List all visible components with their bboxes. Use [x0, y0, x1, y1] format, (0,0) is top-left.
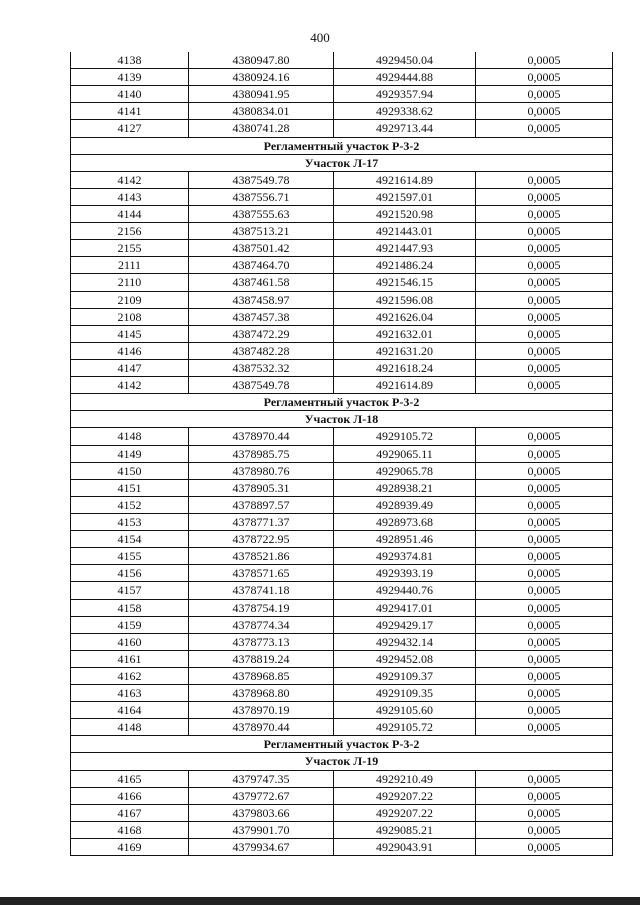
- coord-y: 4928939.49: [333, 497, 475, 513]
- coord-y: 4921626.04: [333, 309, 475, 325]
- coord-y: 4921447.93: [333, 240, 475, 256]
- table-row: [70, 719, 612, 736]
- point-number: 4163: [70, 685, 188, 701]
- accuracy-value: 0,0005: [475, 788, 612, 804]
- coord-x: 4387549.78: [188, 377, 333, 393]
- coord-y: 4929338.62: [333, 103, 475, 119]
- point-number: 4151: [70, 480, 188, 496]
- coord-x: 4378741.18: [188, 582, 333, 598]
- coord-y: 4929432.14: [333, 634, 475, 650]
- point-number: 2110: [70, 274, 188, 290]
- point-number: 4149: [70, 446, 188, 462]
- coord-x: 4387555.63: [188, 206, 333, 222]
- accuracy-value: 0,0005: [475, 719, 612, 735]
- accuracy-value: 0,0005: [475, 309, 612, 325]
- coord-y: 4929450.04: [333, 52, 475, 68]
- table-row: [70, 497, 612, 514]
- accuracy-value: 0,0005: [475, 103, 612, 119]
- coord-x: 4378968.80: [188, 685, 333, 701]
- scan-edge: [0, 897, 640, 905]
- table-row: [70, 428, 612, 445]
- coord-y: 4921443.01: [333, 223, 475, 239]
- coord-x: 4378571.65: [188, 565, 333, 581]
- point-number: 4143: [70, 189, 188, 205]
- table-row: [70, 531, 612, 548]
- section-heading-row: [70, 155, 612, 172]
- coord-x: 4387457.38: [188, 309, 333, 325]
- point-number: 4144: [70, 206, 188, 222]
- coord-y: 4929713.44: [333, 120, 475, 136]
- coord-x: 4378754.19: [188, 600, 333, 616]
- accuracy-value: 0,0005: [475, 685, 612, 701]
- table-row: [70, 326, 612, 343]
- coord-x: 4387556.71: [188, 189, 333, 205]
- section-heading-row: [70, 394, 612, 411]
- point-number: 4169: [70, 839, 188, 855]
- point-number: 2108: [70, 309, 188, 325]
- coord-y: 4921614.89: [333, 172, 475, 188]
- point-number: 4161: [70, 651, 188, 667]
- table-row: [70, 189, 612, 206]
- coord-y: 4929105.60: [333, 702, 475, 718]
- accuracy-value: 0,0005: [475, 617, 612, 633]
- point-number: 4167: [70, 805, 188, 821]
- coord-x: 4387458.97: [188, 292, 333, 308]
- coord-y: 4921632.01: [333, 326, 475, 342]
- table-row: [70, 702, 612, 719]
- point-number: 4150: [70, 463, 188, 479]
- coord-y: 4921614.89: [333, 377, 475, 393]
- table-row: [70, 548, 612, 565]
- section-heading: Регламентный участок Р-3-2: [70, 138, 612, 154]
- point-number: 4139: [70, 69, 188, 85]
- table-row: [70, 52, 612, 69]
- coord-x: 4379901.70: [188, 822, 333, 838]
- coord-y: 4929393.19: [333, 565, 475, 581]
- accuracy-value: 0,0005: [475, 497, 612, 513]
- coord-y: 4929374.81: [333, 548, 475, 564]
- table-row: [70, 103, 612, 120]
- accuracy-value: 0,0005: [475, 651, 612, 667]
- point-number: 4140: [70, 86, 188, 102]
- table-row: [70, 206, 612, 223]
- coord-x: 4378970.44: [188, 428, 333, 444]
- coord-x: 4378970.19: [188, 702, 333, 718]
- accuracy-value: 0,0005: [475, 69, 612, 85]
- accuracy-value: 0,0005: [475, 206, 612, 222]
- coord-y: 4929105.72: [333, 719, 475, 735]
- section-heading: Регламентный участок Р-3-2: [70, 394, 612, 410]
- coord-x: 4380941.95: [188, 86, 333, 102]
- coord-x: 4378968.85: [188, 668, 333, 684]
- table-row: [70, 805, 612, 822]
- section-heading: Участок Л-18: [70, 411, 612, 427]
- point-number: 4156: [70, 565, 188, 581]
- accuracy-value: 0,0005: [475, 257, 612, 273]
- table-row: [70, 685, 612, 702]
- point-number: 2156: [70, 223, 188, 239]
- point-number: 4158: [70, 600, 188, 616]
- coord-y: 4929109.35: [333, 685, 475, 701]
- coord-x: 4387549.78: [188, 172, 333, 188]
- point-number: 4127: [70, 120, 188, 136]
- accuracy-value: 0,0005: [475, 446, 612, 462]
- point-number: 4155: [70, 548, 188, 564]
- coord-y: 4929207.22: [333, 788, 475, 804]
- point-number: 2111: [70, 257, 188, 273]
- coord-x: 4379803.66: [188, 805, 333, 821]
- section-heading-row: [70, 736, 612, 753]
- coord-y: 4929065.11: [333, 446, 475, 462]
- accuracy-value: 0,0005: [475, 343, 612, 359]
- table-row: [70, 514, 612, 531]
- coord-x: 4387472.29: [188, 326, 333, 342]
- accuracy-value: 0,0005: [475, 86, 612, 102]
- coord-y: 4921631.20: [333, 343, 475, 359]
- section-heading: Регламентный участок Р-3-2: [70, 736, 612, 752]
- point-number: 2155: [70, 240, 188, 256]
- coord-x: 4378771.37: [188, 514, 333, 530]
- section-heading-row: [70, 411, 612, 428]
- accuracy-value: 0,0005: [475, 565, 612, 581]
- coord-x: 4378980.76: [188, 463, 333, 479]
- accuracy-value: 0,0005: [475, 668, 612, 684]
- coord-y: 4921596.08: [333, 292, 475, 308]
- coord-x: 4380924.16: [188, 69, 333, 85]
- table-row: [70, 86, 612, 103]
- coord-x: 4378897.57: [188, 497, 333, 513]
- accuracy-value: 0,0005: [475, 463, 612, 479]
- table-row: [70, 634, 612, 651]
- point-number: 4145: [70, 326, 188, 342]
- accuracy-value: 0,0005: [475, 702, 612, 718]
- accuracy-value: 0,0005: [475, 326, 612, 342]
- coord-y: 4929417.01: [333, 600, 475, 616]
- table-row: [70, 120, 612, 137]
- accuracy-value: 0,0005: [475, 600, 612, 616]
- accuracy-value: 0,0005: [475, 377, 612, 393]
- coord-y: 4929085.21: [333, 822, 475, 838]
- coord-y: 4928951.46: [333, 531, 475, 547]
- coord-y: 4928938.21: [333, 480, 475, 496]
- accuracy-value: 0,0005: [475, 531, 612, 547]
- accuracy-value: 0,0005: [475, 120, 612, 136]
- section-heading-row: [70, 753, 612, 770]
- accuracy-value: 0,0005: [475, 771, 612, 787]
- section-heading: Участок Л-19: [70, 753, 612, 769]
- coord-y: 4929065.78: [333, 463, 475, 479]
- coord-x: 4378774.34: [188, 617, 333, 633]
- accuracy-value: 0,0005: [475, 274, 612, 290]
- table-row: [70, 240, 612, 257]
- coord-x: 4379747.35: [188, 771, 333, 787]
- point-number: 4147: [70, 360, 188, 376]
- coord-x: 4387501.42: [188, 240, 333, 256]
- coord-y: 4921597.01: [333, 189, 475, 205]
- coord-y: 4921486.24: [333, 257, 475, 273]
- section-heading: Участок Л-17: [70, 155, 612, 171]
- accuracy-value: 0,0005: [475, 52, 612, 68]
- coord-x: 4380741.28: [188, 120, 333, 136]
- coord-y: 4929105.72: [333, 428, 475, 444]
- coord-x: 4378521.86: [188, 548, 333, 564]
- coord-x: 4378905.31: [188, 480, 333, 496]
- accuracy-value: 0,0005: [475, 548, 612, 564]
- coord-x: 4387464.70: [188, 257, 333, 273]
- table-row: [70, 360, 612, 377]
- point-number: 2109: [70, 292, 188, 308]
- coord-y: 4929109.37: [333, 668, 475, 684]
- coord-x: 4379934.67: [188, 839, 333, 855]
- table-row: [70, 257, 612, 274]
- table-row: [70, 69, 612, 86]
- point-number: 4146: [70, 343, 188, 359]
- coord-y: 4929440.76: [333, 582, 475, 598]
- coord-x: 4387532.32: [188, 360, 333, 376]
- table-row: [70, 223, 612, 240]
- coord-y: 4929207.22: [333, 805, 475, 821]
- coord-x: 4378722.95: [188, 531, 333, 547]
- point-number: 4142: [70, 172, 188, 188]
- coord-x: 4387482.28: [188, 343, 333, 359]
- coord-y: 4921546.15: [333, 274, 475, 290]
- table-row: [70, 172, 612, 189]
- coord-y: 4928973.68: [333, 514, 475, 530]
- accuracy-value: 0,0005: [475, 189, 612, 205]
- accuracy-value: 0,0005: [475, 223, 612, 239]
- point-number: 4138: [70, 52, 188, 68]
- point-number: 4141: [70, 103, 188, 119]
- accuracy-value: 0,0005: [475, 480, 612, 496]
- table-row: [70, 292, 612, 309]
- table-row: [70, 668, 612, 685]
- table-row: [70, 771, 612, 788]
- accuracy-value: 0,0005: [475, 822, 612, 838]
- coord-x: 4387461.58: [188, 274, 333, 290]
- table-row: [70, 463, 612, 480]
- table-row: [70, 565, 612, 582]
- coord-y: 4929357.94: [333, 86, 475, 102]
- table-row: [70, 617, 612, 634]
- point-number: 4160: [70, 634, 188, 650]
- coord-y: 4929452.08: [333, 651, 475, 667]
- coordinates-table: [70, 52, 613, 856]
- accuracy-value: 0,0005: [475, 292, 612, 308]
- coord-x: 4378985.75: [188, 446, 333, 462]
- coord-x: 4380834.01: [188, 103, 333, 119]
- page-number: 400: [310, 30, 330, 45]
- table-row: [70, 788, 612, 805]
- point-number: 4164: [70, 702, 188, 718]
- table-row: [70, 309, 612, 326]
- coord-x: 4378819.24: [188, 651, 333, 667]
- point-number: 4165: [70, 771, 188, 787]
- accuracy-value: 0,0005: [475, 582, 612, 598]
- table-row: [70, 446, 612, 463]
- point-number: 4153: [70, 514, 188, 530]
- table-row: [70, 651, 612, 668]
- table-row: [70, 480, 612, 497]
- table-row: [70, 582, 612, 599]
- accuracy-value: 0,0005: [475, 839, 612, 855]
- table-row: [70, 839, 612, 856]
- point-number: 4148: [70, 719, 188, 735]
- coord-y: 4929210.49: [333, 771, 475, 787]
- point-number: 4157: [70, 582, 188, 598]
- point-number: 4154: [70, 531, 188, 547]
- point-number: 4148: [70, 428, 188, 444]
- point-number: 4168: [70, 822, 188, 838]
- coord-x: 4380947.80: [188, 52, 333, 68]
- coord-y: 4929429.17: [333, 617, 475, 633]
- table-row: [70, 343, 612, 360]
- table-row: [70, 377, 612, 394]
- point-number: 4166: [70, 788, 188, 804]
- table-row: [70, 274, 612, 291]
- coord-x: 4378773.13: [188, 634, 333, 650]
- coord-x: 4378970.44: [188, 719, 333, 735]
- accuracy-value: 0,0005: [475, 634, 612, 650]
- coord-x: 4379772.67: [188, 788, 333, 804]
- coord-y: 4929043.91: [333, 839, 475, 855]
- point-number: 4159: [70, 617, 188, 633]
- coord-x: 4387513.21: [188, 223, 333, 239]
- accuracy-value: 0,0005: [475, 360, 612, 376]
- accuracy-value: 0,0005: [475, 240, 612, 256]
- section-heading-row: [70, 138, 612, 155]
- accuracy-value: 0,0005: [475, 514, 612, 530]
- accuracy-value: 0,0005: [475, 172, 612, 188]
- table-row: [70, 600, 612, 617]
- coord-y: 4921618.24: [333, 360, 475, 376]
- point-number: 4152: [70, 497, 188, 513]
- coord-y: 4921520.98: [333, 206, 475, 222]
- point-number: 4142: [70, 377, 188, 393]
- table-row: [70, 822, 612, 839]
- coord-y: 4929444.88: [333, 69, 475, 85]
- accuracy-value: 0,0005: [475, 428, 612, 444]
- accuracy-value: 0,0005: [475, 805, 612, 821]
- point-number: 4162: [70, 668, 188, 684]
